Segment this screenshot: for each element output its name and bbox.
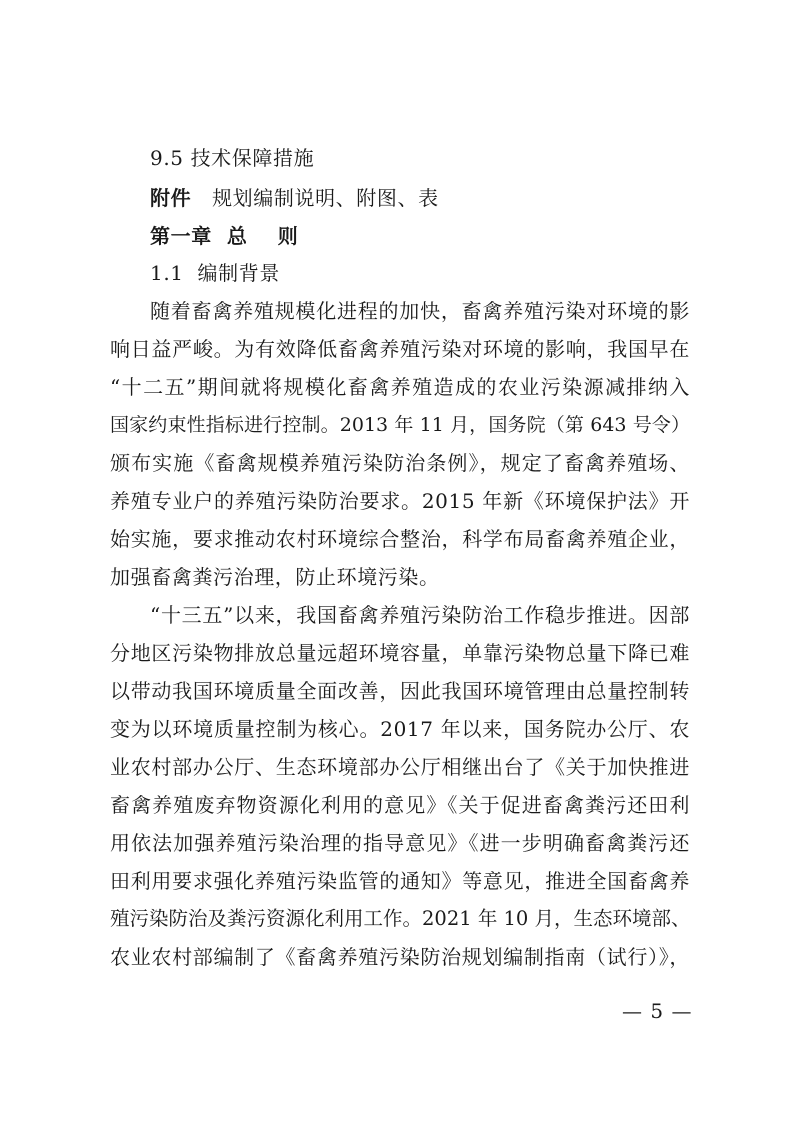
toc-item-9-5: 9.5 技术保障措施 [150,146,315,170]
chapter-title: 第一章 总 则 [150,224,299,248]
paragraph-line: 响日益严峻。为有效降低畜禽养殖污染对环境的影响，我国早在 [110,337,690,361]
section-title: 1.1 编制背景 [150,261,280,285]
paragraph-line: 加强畜禽粪污治理，防止环境污染。 [110,565,440,589]
paragraph-line: 颁布实施《畜禽规模养殖污染防治条例》，规定了畜禽养殖场、 [110,451,690,475]
paragraph-line: 始实施，要求推动农村环境综合整治，科学布局畜禽养殖企业， [110,527,690,551]
paragraph-line: 用依法加强养殖污染治理的指导意见》《进一步明确畜禽粪污还 [110,831,690,855]
paragraph-line: 随着畜禽养殖规模化进程的加快，畜禽养殖污染对环境的影 [150,299,690,323]
paragraph-line: “十二五”期间就将规模化畜禽养殖造成的农业污染源减排纳入 [110,375,690,399]
paragraph-line: 农业农村部编制了《畜禽养殖污染防治规划编制指南（试行）》， [110,945,690,969]
toc-appendix [150,183,730,213]
appendix-text: 规划编制说明、附图、表 [212,186,439,210]
paragraph-line: 变为以环境质量控制为核心。2017 年以来，国务院办公厅、农 [110,717,690,741]
paragraph-line: 业农村部办公厅、生态环境部办公厅相继出台了《关于加快推进 [110,755,690,779]
paragraph-line: 养殖专业户的养殖污染防治要求。2015 年新《环境保护法》开 [110,489,690,513]
paragraph-line: 殖污染防治及粪污资源化利用工作。2021 年 10 月，生态环境部、 [110,907,691,930]
paragraph-line: “十三五”以来，我国畜禽养殖污染防治工作稳步推进。因部 [150,603,690,627]
paragraph-line: 以带动我国环境质量全面改善，因此我国环境管理由总量控制转 [110,679,690,703]
appendix-label: 附件 [150,186,192,210]
paragraph-line: 国家约束性指标进行控制。2013 年 11 月，国务院（第 643 号令） [110,414,690,436]
paragraph-line: 畜禽养殖废弃物资源化利用的意见》《关于促进畜禽粪污还田利 [110,793,690,817]
paragraph-line: 田利用要求强化养殖污染监管的通知》等意见，推进全国畜禽养 [110,869,690,893]
page-number: — 5 — [622,999,693,1023]
paragraph-line: 分地区污染物排放总量远超环境容量，单靠污染物总量下降已难 [110,641,690,665]
